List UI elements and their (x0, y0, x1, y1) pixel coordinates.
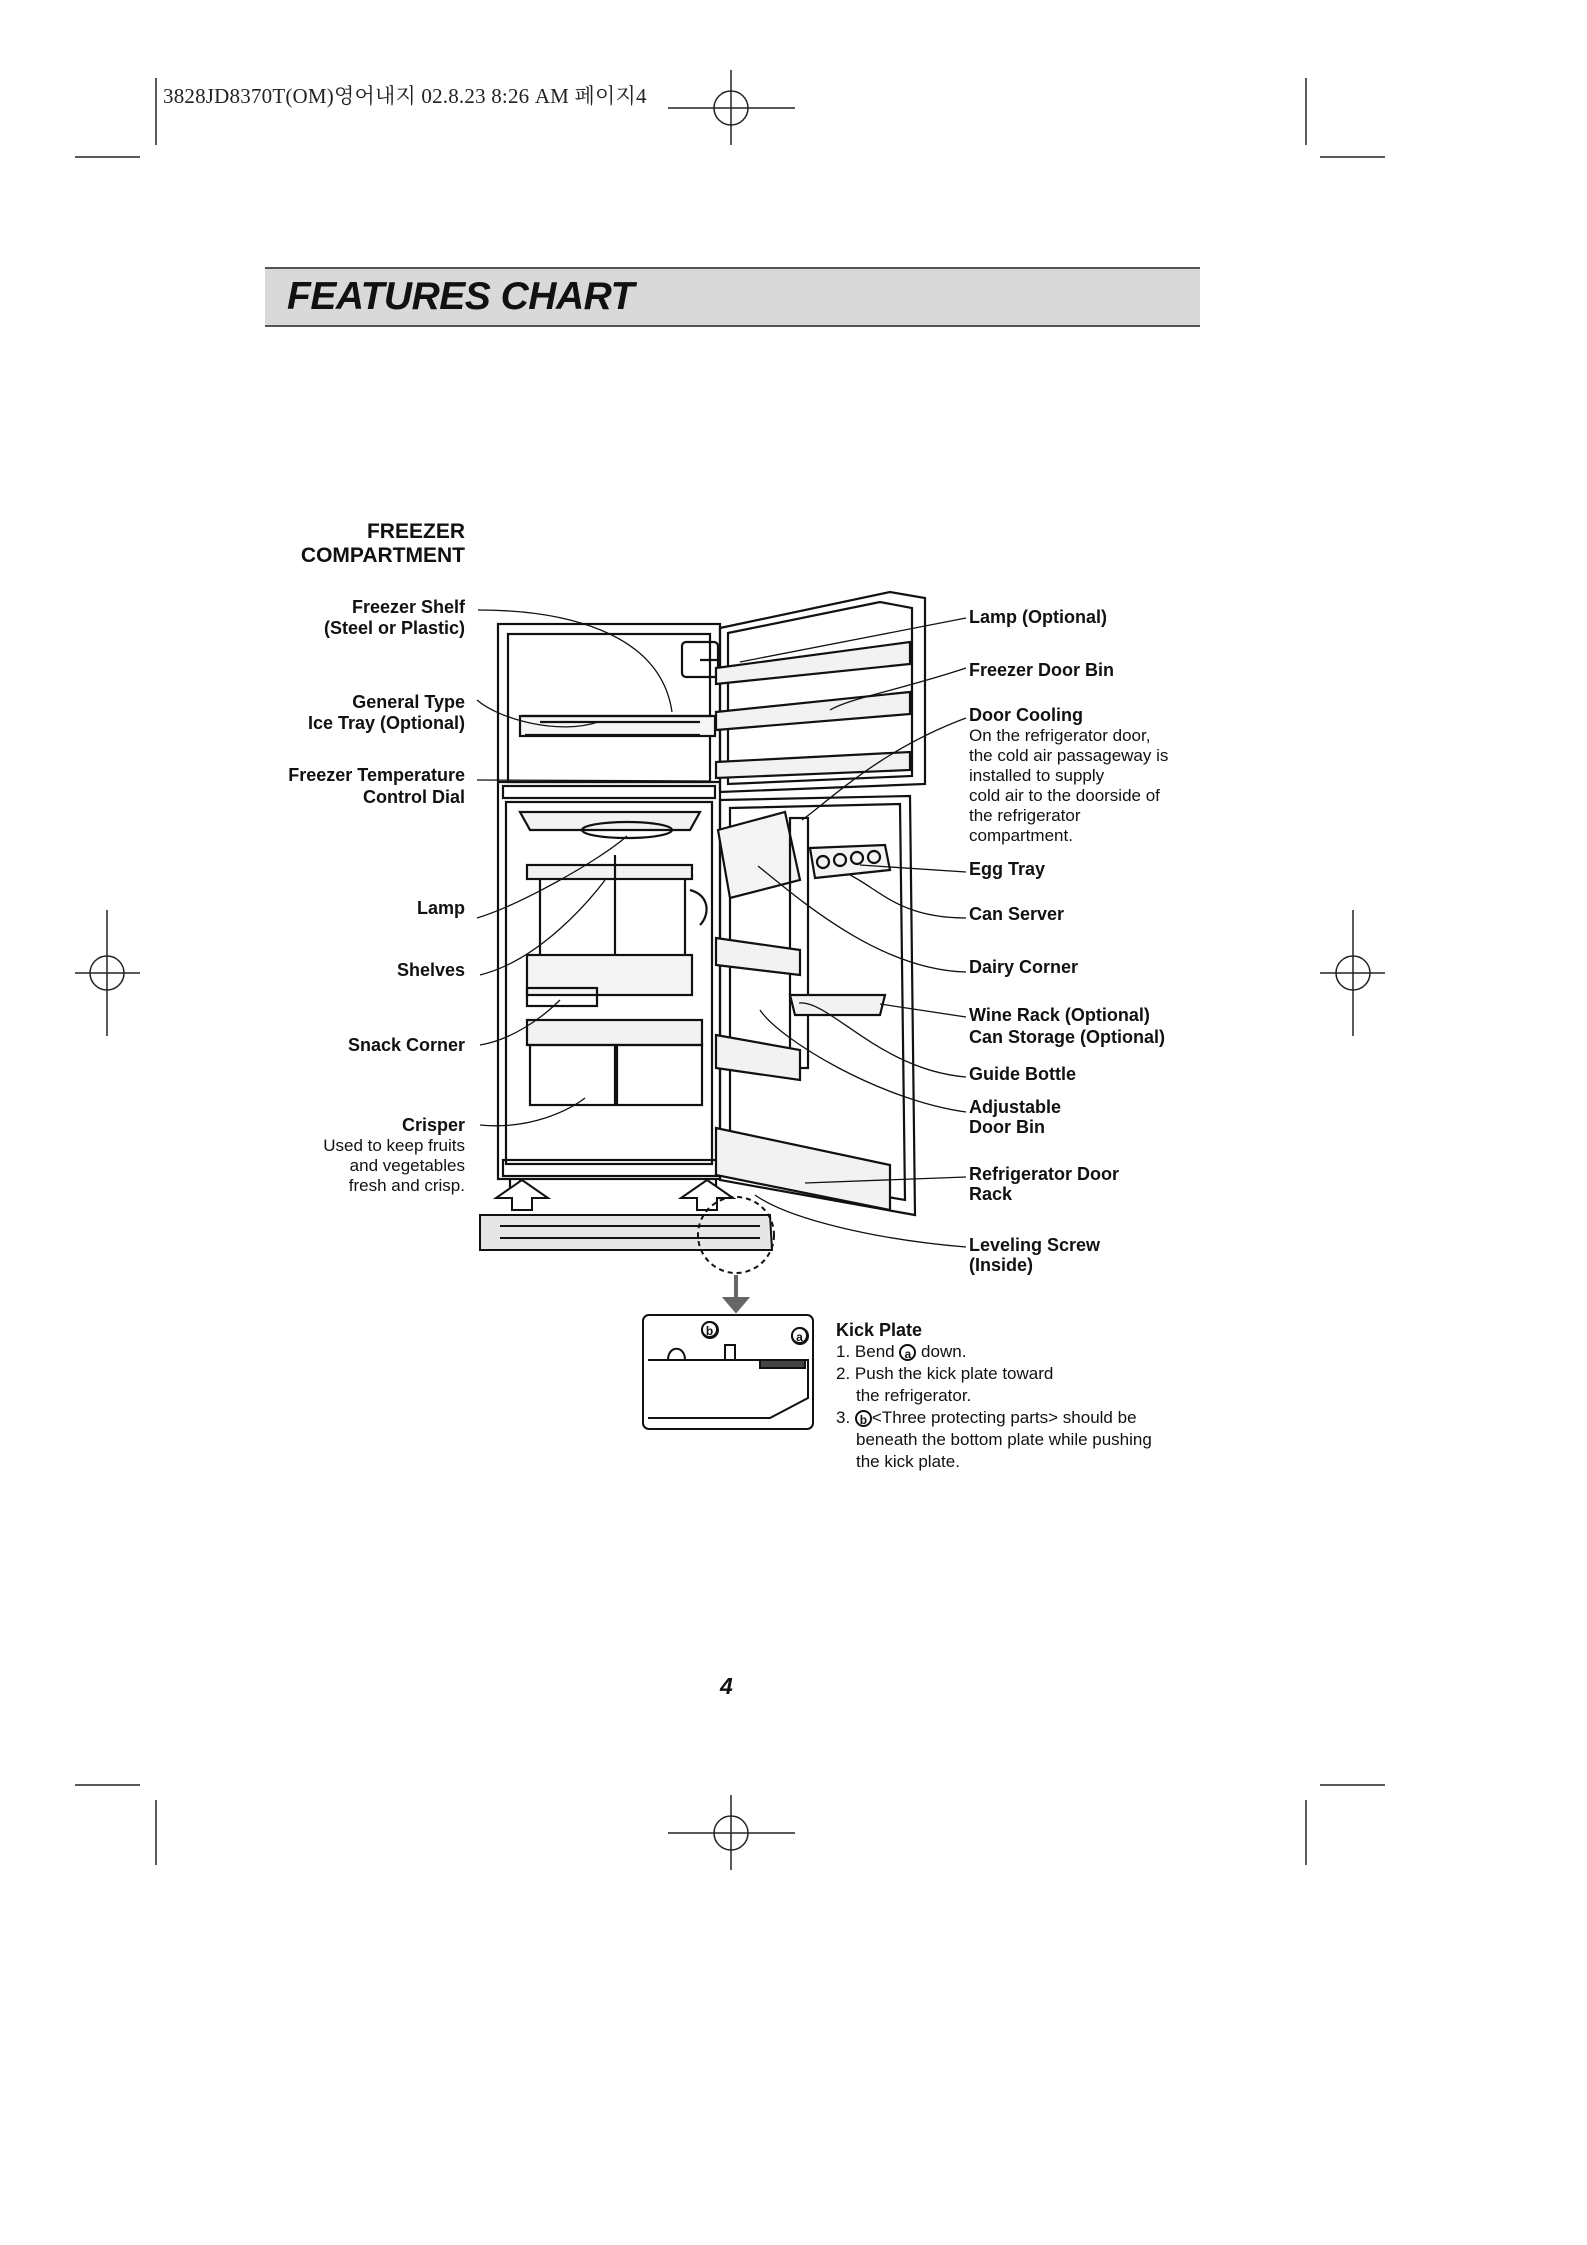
freezer-door (716, 592, 925, 792)
crisper-desc-3: fresh and crisp. (348, 1176, 465, 1195)
freezer-compartment-heading (275, 520, 465, 568)
kick-plate-step-2-cont: the refrigerator. (856, 1386, 972, 1405)
marker-a: a (899, 1344, 916, 1361)
door-cooling-label (969, 706, 1168, 846)
freezer-door-bin-label: Freezer Door Bin (969, 660, 1115, 680)
door-cooling-desc-3: installed to supply (969, 765, 1105, 785)
refrigerator-door-rack-line2: Rack (969, 1184, 1013, 1204)
kick-plate-step-1 (836, 1341, 1216, 1363)
freezer-compartment-text: FREEZER COMPARTMENT (300, 520, 465, 567)
leveling-screw-line1: Leveling Screw (969, 1235, 1101, 1255)
adjustable-door-bin-line2: Door Bin (969, 1117, 1045, 1137)
wine-rack-title: Wine Rack (Optional) (969, 1005, 1150, 1025)
crisper-desc-1: Used to keep fruits (323, 1136, 465, 1155)
can-storage-title: Can Storage (Optional) (969, 1027, 1166, 1047)
snack-corner-label: Snack Corner (347, 1035, 465, 1055)
leveling-screw-line2: (Inside) (969, 1255, 1034, 1275)
freezer-shelf-label (265, 597, 465, 639)
page-number: 4 (720, 1673, 733, 1699)
temp-dial-label (245, 764, 465, 808)
kick-plate-step-3-cont-2: the kick plate. (856, 1452, 960, 1471)
kick-plate-step-3-cont-1: beneath the bottom plate while pushing (856, 1430, 1152, 1449)
dairy-corner-label: Dairy Corner (969, 957, 1079, 977)
door-cooling-desc-6: compartment. (969, 825, 1073, 845)
crisper-desc-2: and vegetables (349, 1156, 465, 1175)
kick-plate-title: Kick Plate (836, 1320, 923, 1340)
door-cooling-desc-4: cold air to the doorside of (969, 785, 1160, 805)
kick-step-1-suffix: down. (916, 1342, 967, 1361)
adjustable-door-bin-line1: Adjustable (969, 1097, 1062, 1117)
refrigerator-door (690, 796, 915, 1215)
diagram-marker-b: b (701, 1321, 718, 1338)
door-cooling-desc-5: the refrigerator (969, 805, 1081, 825)
marker-b: b (855, 1410, 872, 1427)
freezer-shelf-subtitle: (Steel or Plastic) (323, 618, 465, 638)
ice-tray-subtitle: Ice Tray (Optional) (307, 713, 465, 733)
ice-tray-title: General Type (352, 692, 465, 712)
door-cooling-desc-1: On the refrigerator door, (969, 725, 1151, 745)
leveling-screw-label (969, 1235, 1100, 1275)
kick-step-1-prefix: 1. Bend (836, 1342, 900, 1361)
door-cooling-desc-2: the cold air passageway is (969, 745, 1169, 765)
guide-bottle-label: Guide Bottle (969, 1064, 1076, 1084)
lamp-optional-label: Lamp (Optional) (969, 607, 1107, 627)
arrows (496, 1180, 733, 1210)
door-cooling-title: Door Cooling (969, 705, 1083, 725)
wine-rack-label (969, 1004, 1165, 1048)
temp-dial-subtitle: Control Dial (363, 787, 465, 807)
crisper-title: Crisper (401, 1115, 465, 1135)
temp-dial-title: Freezer Temperature (288, 765, 465, 785)
shelves-label: Shelves (396, 960, 465, 980)
kick-plate-bar (480, 1197, 774, 1312)
kick-step-3-line1: <Three protecting parts> should be (871, 1408, 1137, 1427)
adjustable-door-bin-label (969, 1097, 1061, 1137)
kick-plate-detail (643, 1315, 813, 1429)
print-header: 3828JD8370T(OM)영어내지 02.8.23 8:26 AM 페이지4 (163, 84, 647, 108)
lamp-label: Lamp (416, 898, 465, 918)
refrigerator-door-rack-line1: Refrigerator Door (969, 1164, 1120, 1184)
page-title: FEATURES CHART (287, 275, 634, 318)
freezer-shelf-title: Freezer Shelf (351, 597, 465, 617)
kick-step-3-prefix: 3. (836, 1408, 855, 1427)
crisper-label (265, 1114, 465, 1196)
cabinet (498, 624, 720, 1195)
can-server-label: Can Server (969, 904, 1065, 924)
kick-plate-step-3 (836, 1407, 1216, 1429)
egg-tray-label: Egg Tray (969, 859, 1046, 879)
kick-plate-instructions (836, 1320, 1216, 1473)
refrigerator-door-rack-label (969, 1164, 1119, 1204)
kick-plate-step-2: 2. Push the kick plate toward (836, 1364, 1054, 1383)
diagram-marker-a: a (791, 1327, 808, 1344)
ice-tray-label (245, 692, 465, 734)
